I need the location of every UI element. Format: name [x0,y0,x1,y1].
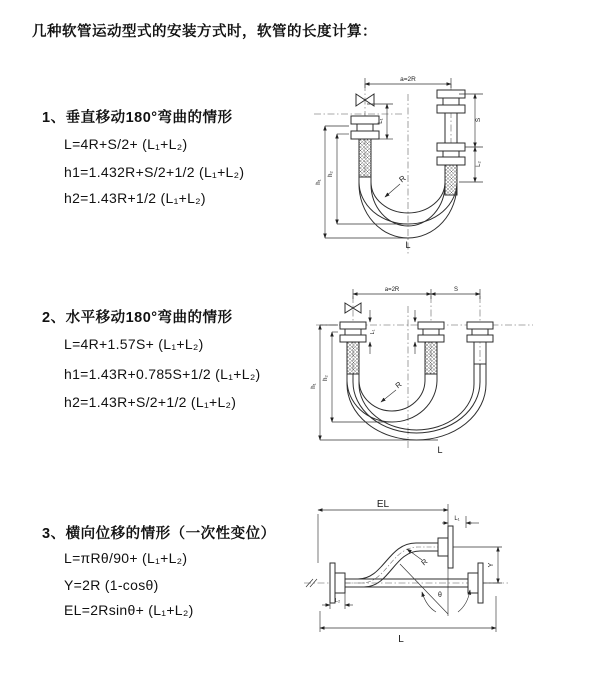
section-1-heading: 1、垂直移动180°弯曲的情形 [42,110,233,126]
section-2-heading: 2、水平移动180°弯曲的情形 [42,310,233,326]
left-braided-hose [347,342,359,374]
dim-label-fit-right: L₂ [476,161,482,167]
dim-label-fit: L₁ [370,329,376,335]
dim-label-span: EL [376,499,390,510]
left-flange [340,322,366,342]
section-3-heading: 3、横向位移的情形（一次性变位） [42,526,276,542]
dimension-width [353,287,480,299]
diagram-horizontal-180-bend [308,282,593,462]
radius-leader [381,379,404,402]
dim-label-radius: R [419,556,430,568]
section-2-formula-h1: h1=1.43R+0.785S+1/2 (L₁+L₂) [64,366,261,382]
dim-label-fit-top: L₁ [454,516,460,522]
section-2-formula-l: L=4R+1.57S+ (L₁+L₂) [64,336,204,352]
left-braided-hose [359,139,371,177]
radius-leader [385,174,408,197]
dim-label-fit-bottom: L₂ [334,598,341,604]
section-2-formula-h2: h2=1.43R+S/2+1/2 (L₁+L₂) [64,394,237,410]
dim-label-width: a=2R [384,287,400,293]
angle-construction [400,564,470,616]
dimension-width [365,76,451,88]
right-braided-hose [445,165,457,195]
dim-label-fit-left: L₁ [378,118,384,124]
dim-label-stroke: S [475,117,482,123]
dim-label-length: L [405,240,411,250]
dim-label-stroke: S [453,287,459,293]
dim-label-h1: h₁ [311,383,317,389]
section-3-formula-el: EL=2Rsinθ+ (L₁+L₂) [64,602,194,618]
diagram-lateral-displacement [296,496,596,651]
dim-label-h2: h₂ [328,171,334,177]
diagram-vertical-180-bend [308,70,593,262]
dimension-fit-bottom [322,593,353,609]
left-flange [351,116,379,139]
hose-arcs [347,364,486,440]
dim-label-length: L [437,445,443,455]
middle-braided-hose [425,342,437,374]
right-flange [468,563,483,603]
upper-flange [438,526,453,568]
dim-label-h2: h₂ [323,375,329,381]
section-1-formula-h2: h2=1.43R+1/2 (L₁+L₂) [64,190,206,206]
dim-label-radius: R [393,379,404,391]
section-1-formula-l: L=4R+S/2+ (L₁+L₂) [64,136,188,152]
radius-leader [407,549,430,567]
dim-label-width: a=2R [400,76,416,83]
page-title: 几种软管运动型式的安装方式时，软管的长度计算： [32,24,377,40]
section-1-formula-h1: h1=1.432R+S/2+1/2 (L₁+L₂) [64,164,245,180]
middle-flange [418,322,444,342]
dim-label-radius: R [397,173,408,185]
dim-label-offset: Y [488,562,495,568]
right-flange-upper [437,90,465,113]
dimension-span [318,499,448,563]
left-flange [330,563,345,603]
dim-label-angle: θ [438,592,442,599]
dimension-length [320,596,496,645]
right-flange [467,322,493,342]
dim-label-length: L [398,634,404,645]
dim-label-h1: h₁ [316,179,322,185]
right-flange-lower [437,143,465,165]
section-3-formula-l: L=πRθ/90+ (L₁+L₂) [64,550,188,566]
section-3-formula-y: Y=2R (1-cosθ) [64,577,159,593]
